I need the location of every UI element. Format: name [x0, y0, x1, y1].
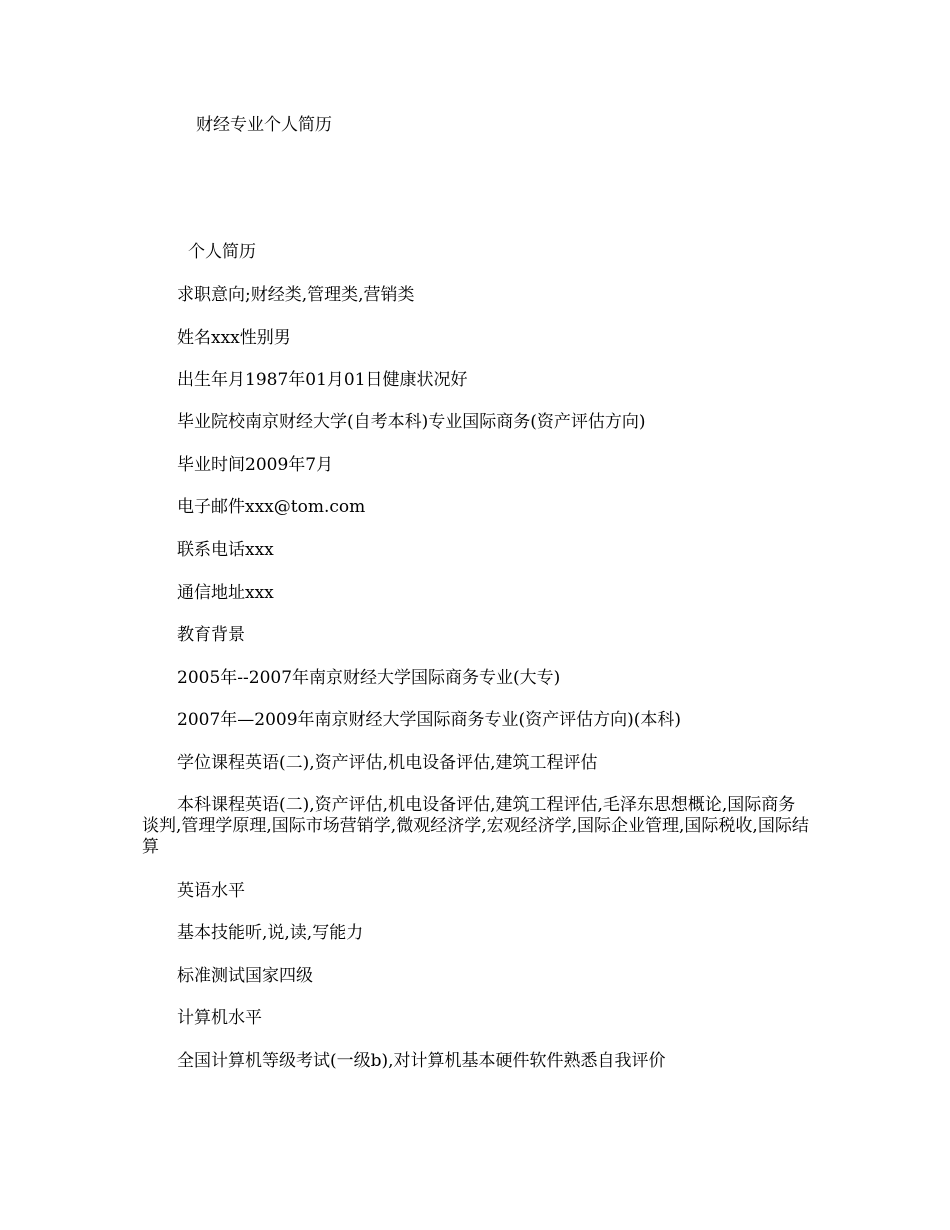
name-gender: 姓名xxx性别男 [177, 328, 291, 348]
undergraduate-courses: 本科课程英语(二),资产评估,机电设备评估,建筑工程评估,毛泽东思想概论,国际商务谈判,管理学原理,国际市场营销学,微观经济学,宏观经济学,国际企业管理,国际税收,国际结算 [142, 795, 809, 857]
english-test: 标准测试国家四级 [177, 966, 313, 986]
computer-exam: 全国计算机等级考试(一级b),对计算机基本硬件软件熟悉自我评价 [177, 1051, 666, 1071]
phone: 联系电话xxx [177, 540, 274, 560]
graduation-date: 毕业时间2009年7月 [177, 455, 334, 475]
address: 通信地址xxx [177, 583, 274, 603]
email: 电子邮件xxx@tom.com [177, 497, 366, 517]
education-entry-1: 2005年--2007年南京财经大学国际商务专业(大专) [177, 668, 561, 688]
computer-level-heading: 计算机水平 [177, 1008, 262, 1028]
english-level-heading: 英语水平 [177, 881, 245, 901]
english-skills: 基本技能听,说,读,写能力 [177, 923, 364, 943]
school-major: 毕业院校南京财经大学(自考本科)专业国际商务(资产评估方向) [177, 412, 646, 432]
degree-courses: 学位课程英语(二),资产评估,机电设备评估,建筑工程评估 [177, 753, 598, 773]
document-title: 财经专业个人简历 [196, 115, 332, 135]
section-heading: 个人简历 [188, 242, 256, 262]
education-entry-2: 2007年—2009年南京财经大学国际商务专业(资产评估方向)(本科) [177, 710, 682, 730]
birth-health: 出生年月1987年01月01日健康状况好 [177, 370, 468, 390]
education-heading: 教育背景 [177, 625, 245, 645]
job-objective: 求职意向;财经类,管理类,营销类 [177, 285, 415, 305]
